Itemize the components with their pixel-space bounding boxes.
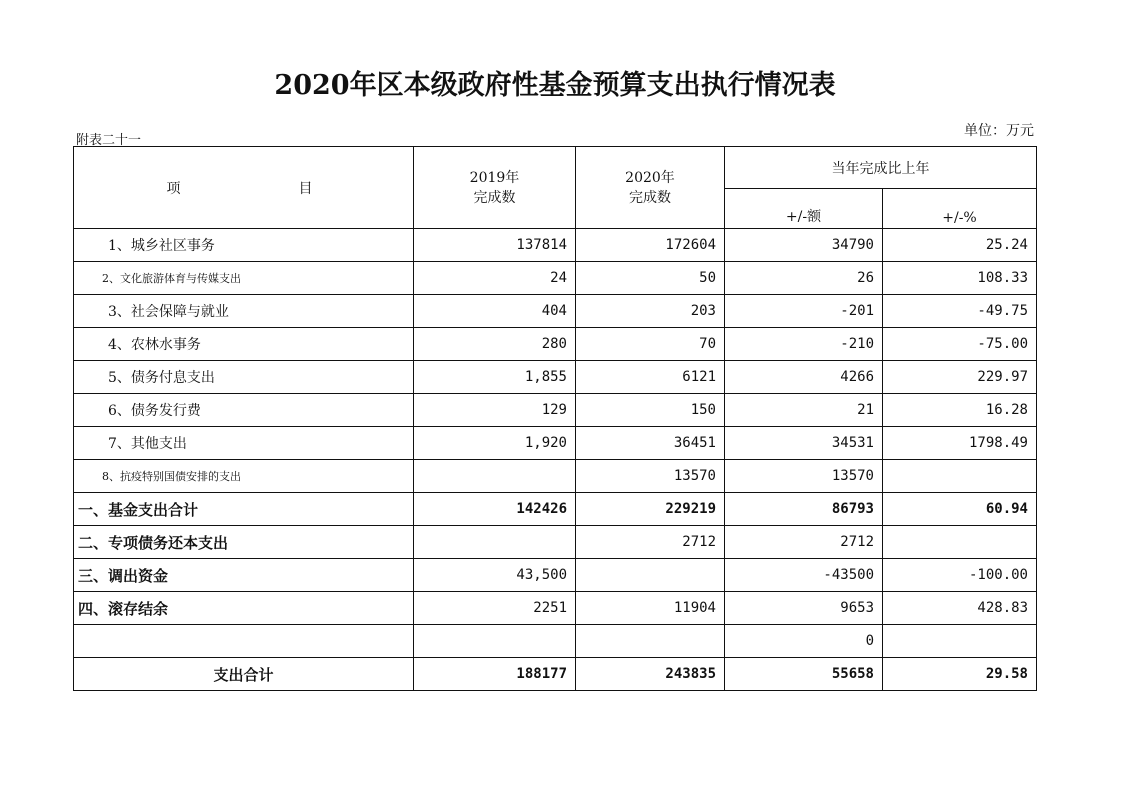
- value-2019-cell: [414, 460, 576, 493]
- item-name-cell: 7、其他支出: [74, 427, 414, 460]
- summary-row: [74, 592, 1037, 625]
- summary-pct-cell: -100.00: [883, 559, 1037, 592]
- total-diff: 55658: [725, 658, 883, 691]
- header-diff-pct: +/-%: [883, 189, 1037, 229]
- summary-y2020-cell: [576, 625, 725, 658]
- summary-row: [74, 493, 1037, 526]
- value-2019-cell: 24: [414, 262, 576, 295]
- value-2019-cell: 280: [414, 328, 576, 361]
- summary-row: [74, 526, 1037, 559]
- diff-pct-cell: 16.28: [883, 394, 1037, 427]
- table-row: [74, 427, 1037, 460]
- summary-y2020-cell: 229219: [576, 493, 725, 526]
- table-row: [74, 460, 1037, 493]
- diff-amount-cell: 13570: [725, 460, 883, 493]
- table-row: [74, 295, 1037, 328]
- header-2019-line2: 完成数: [473, 189, 516, 206]
- item-name-cell: 2、文化旅游体育与传媒支出: [74, 262, 414, 295]
- diff-amount-cell: 34790: [725, 229, 883, 262]
- summary-y2020-cell: [576, 559, 725, 592]
- value-2020-cell: 36451: [576, 427, 725, 460]
- diff-pct-cell: -75.00: [883, 328, 1037, 361]
- total-2020: 243835: [576, 658, 725, 691]
- unit-label: 单位：万元: [964, 123, 1034, 139]
- header-diff-amount: +/-额: [725, 189, 883, 229]
- summary-y2019-cell: 142426: [414, 493, 576, 526]
- summary-y2019-cell: 2251: [414, 592, 576, 625]
- total-pct: 29.58: [883, 658, 1037, 691]
- table-row: [74, 229, 1037, 262]
- summary-pct-cell: 60.94: [883, 493, 1037, 526]
- summary-y2020-cell: 2712: [576, 526, 725, 559]
- header-2019-line1: 2019年: [469, 169, 520, 186]
- header-row-top: [74, 147, 1037, 189]
- value-2020-cell: 150: [576, 394, 725, 427]
- item-name-cell: 8、抗疫特别国债安排的支出: [74, 460, 414, 493]
- summary-y2019-cell: [414, 625, 576, 658]
- table-row: [74, 328, 1037, 361]
- table-row: [74, 262, 1037, 295]
- item-name-cell: 5、债务付息支出: [74, 361, 414, 394]
- item-name-cell: 3、社会保障与就业: [74, 295, 414, 328]
- value-2019-cell: 1,855: [414, 361, 576, 394]
- summary-pct-cell: [883, 625, 1037, 658]
- diff-amount-cell: -210: [725, 328, 883, 361]
- header-2020-line1: 2020年: [625, 169, 675, 186]
- header-item: 项 目: [74, 147, 414, 229]
- diff-amount-cell: 34531: [725, 427, 883, 460]
- summary-y2020-cell: 11904: [576, 592, 725, 625]
- summary-row: [74, 625, 1037, 658]
- summary-diff-cell: 2712: [725, 526, 883, 559]
- summary-diff-cell: 9653: [725, 592, 883, 625]
- value-2020-cell: 172604: [576, 229, 725, 262]
- page-title: 2020年区本级政府性基金预算支出执行情况表: [274, 70, 836, 101]
- summary-name-cell: 一、基金支出合计: [74, 493, 414, 526]
- total-name: 支出合计: [74, 658, 414, 691]
- item-name-cell: 6、债务发行费: [74, 394, 414, 427]
- summary-diff-cell: 0: [725, 625, 883, 658]
- value-2020-cell: 70: [576, 328, 725, 361]
- diff-pct-cell: -49.75: [883, 295, 1037, 328]
- value-2019-cell: 404: [414, 295, 576, 328]
- diff-amount-cell: -201: [725, 295, 883, 328]
- value-2020-cell: 6121: [576, 361, 725, 394]
- table-row: [74, 361, 1037, 394]
- diff-pct-cell: 25.24: [883, 229, 1037, 262]
- table-row: [74, 394, 1037, 427]
- total-rows: [74, 658, 1037, 691]
- total-2019: 188177: [414, 658, 576, 691]
- summary-y2019-cell: [414, 526, 576, 559]
- diff-pct-cell: [883, 460, 1037, 493]
- diff-amount-cell: 26: [725, 262, 883, 295]
- value-2020-cell: 50: [576, 262, 725, 295]
- value-2020-cell: 203: [576, 295, 725, 328]
- header-2019: [414, 147, 576, 229]
- summary-name-cell: [74, 625, 414, 658]
- summary-pct-cell: [883, 526, 1037, 559]
- header-2020-line2: 完成数: [629, 189, 671, 206]
- item-name-cell: 4、农林水事务: [74, 328, 414, 361]
- budget-table: [73, 146, 1037, 691]
- appendix-label: 附表二十一: [76, 133, 142, 148]
- value-2020-cell: 13570: [576, 460, 725, 493]
- value-2019-cell: 137814: [414, 229, 576, 262]
- summary-diff-cell: 86793: [725, 493, 883, 526]
- value-2019-cell: 129: [414, 394, 576, 427]
- summary-diff-cell: -43500: [725, 559, 883, 592]
- diff-pct-cell: 229.97: [883, 361, 1037, 394]
- summary-rows: [74, 493, 1037, 658]
- summary-y2019-cell: 43,500: [414, 559, 576, 592]
- summary-name-cell: 三、调出资金: [74, 559, 414, 592]
- value-2019-cell: 1,920: [414, 427, 576, 460]
- item-name-cell: 1、城乡社区事务: [74, 229, 414, 262]
- total-row: [74, 658, 1037, 691]
- header-compare: 当年完成比上年: [725, 147, 1037, 189]
- summary-name-cell: 二、专项债务还本支出: [74, 526, 414, 559]
- summary-name-cell: 四、滚存结余: [74, 592, 414, 625]
- item-rows: [74, 229, 1037, 493]
- diff-amount-cell: 4266: [725, 361, 883, 394]
- diff-pct-cell: 108.33: [883, 262, 1037, 295]
- diff-pct-cell: 1798.49: [883, 427, 1037, 460]
- header-2020: [576, 147, 725, 229]
- summary-pct-cell: 428.83: [883, 592, 1037, 625]
- summary-row: [74, 559, 1037, 592]
- diff-amount-cell: 21: [725, 394, 883, 427]
